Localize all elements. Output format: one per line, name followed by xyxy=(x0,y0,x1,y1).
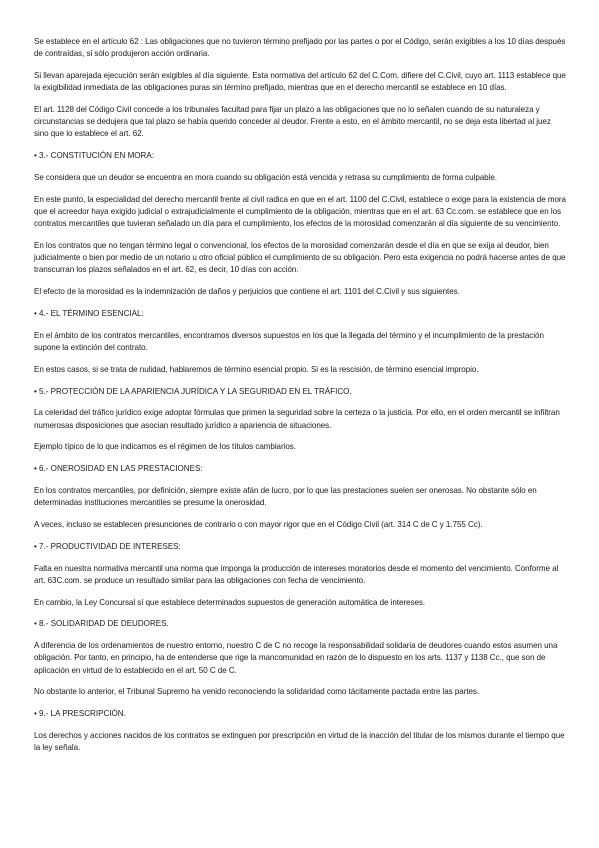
section-heading: • 5.- PROTECCIÓN DE LA APARIENCIA JURÍDICA Y LA SEGURIDAD EN EL TRÁFICO. xyxy=(34,386,352,396)
paragraph: En los contratos mercantiles, por definición, siempre existe afán de lucro, por lo que las prestaciones suelen ser onerosas. No obstante sólo en determinadas instituciones mercantiles se presume la onerosidad. xyxy=(34,485,537,508)
section-heading: • 8.- SOLIDARIDAD DE DEUDORES. xyxy=(34,619,169,629)
paragraph: En este punto, la especialidad del derecho mercantil frente al civil radica en que en el art. 1100 del C.Civil, establece o exige para la existencia de mora que el acreedor haya exigido judicial o extrajudicialmente el cumplimiento de la obligación, mientras que en el art. 63 Cc.com. se establece que en los contratos mercantiles que tuvieran señalado un día para el cumplimiento, los efectos de la morosidad comenzarán al día siguiente de su vencimiento. xyxy=(34,194,566,229)
paragraph: No obstante lo anterior, el Tribunal Supremo ha venido reconociendo la solidaridad como tácitamente pactada entre las partes. xyxy=(34,687,480,697)
section-heading: • 4.- EL TÉRMINO ESENCIAL: xyxy=(34,309,144,318)
paragraph: Se considera que un deudor se encuentra en mora cuando su obligación está vencida y retrasa su cumplimiento de forma culpable. xyxy=(34,173,497,182)
paragraph: Ejemplo típico de lo que indicamos es el régimen de los títulos cambiarios. xyxy=(34,442,296,452)
paragraph: Se establece en el artículo 62 : Las obligaciones que no tuvieron término prefijado por las partes o por el Código, serán exigibles a los 10 días después de contraídas, si sólo produjeron acción ordinaria. xyxy=(34,37,566,59)
paragraph: Los derechos y acciones nacidos de los contratos se extinguen por prescripción en virtud de la inacción del titular de los mismos durante el tiempo que la ley señala. xyxy=(34,730,565,753)
paragraph: Si llevan aparejada ejecución serán exigibles al día siguiente. Esta normativa del artículo 62 del C.Com. difiere del C.Civil, cuyo art. 1113 establece que la exigibilidad inmediata de las obligaciones puras sin término prefijado, mientras que en el derecho mercantil se establece en 10 días. xyxy=(34,71,566,93)
section-heading: • 9.- LA PRESCRIPCIÓN. xyxy=(34,709,126,719)
section-heading: • 7.- PRODUCTIVIDAD DE INTERESES: xyxy=(34,541,181,551)
paragraph: El efecto de la morosidad es la indemnización de daños y perjuicios que contiene el art. 1101 del C.Civil y sus siguientes. xyxy=(34,287,460,297)
paragraph: En cambio, la Ley Concursal sí que establece determinados supuestos de generación automática de intereses. xyxy=(34,597,426,607)
paragraph: En estos casos, si se trata de nulidad, hablaremos de término esencial propio. Si es la rescisión, de término esencial impropio. xyxy=(34,364,479,374)
document-page xyxy=(34,36,566,764)
paragraph: La celeridad del tráfico jurídico exige adoptar fórmulas que primen la seguridad sobre la certeza o la justicia. Por ello, en el orden mercantil se infiltran numerosas disposiciones que asocian resultado jurídico a apariencia de situaciones. xyxy=(34,408,560,430)
paragraph: En los contratos que no tengan término legal o convencional, los efectos de la morosidad comenzarán desde el día en que se exija al deudor, bien judicialmente o bien por medio de un notario u otro oficial público el cumplimiento de su obligación. Pero esta exigencia no podrá hacerse antes de que transcurran los plazos señalados en el art. 62, es decir, 10 días con acción. xyxy=(34,241,566,275)
paragraph: A diferencia de los ordenamientos de nuestro entorno, nuestro C de C no recoge la responsabilidad solidaria de deudores cuando estos asumen una obligación. Por tanto, en principio, ha de entenderse que rige la mancomunidad en razón de lo dispuesto en los arts. 1137 y 1138 Cc., que son de aplicación en virtud de lo establecido en el art. 50 C de C. xyxy=(34,641,558,675)
paragraph: Falta en nuestra normativa mercantil una norma que imponga la producción de intereses moratorios desde el momento del vencimiento. Conforme al art. 63C.com. se produce un resultado similar para las obligaciones con fecha de vencimiento. xyxy=(34,563,559,585)
section-heading: • 3.- CONSTITUCIÓN EN MORA: xyxy=(34,151,154,161)
paragraph: En el ámbito de los contratos mercantiles, encontramos diversos supuestos en los que la llegada del término y el incumplimiento de la prestación supone la extinción del contrato. xyxy=(34,330,544,352)
paragraph: A veces, incluso se establecen presunciones de contrario o con mayor rigor que en el Código Civil (art. 314 C de C y 1.755 Cc). xyxy=(34,519,483,529)
section-heading: • 6.- ONEROSIDAD EN LAS PRESTACIONES: xyxy=(34,464,203,474)
paragraph: El art. 1128 del Código Civil concede a los tribunales facultad para fijar un plazo a las obligaciones que no lo señalen cuando de su naturaleza y circunstancias se dedujera que tal plazo se había querido conceder al deudor. Frente a esto, en el ámbito mercantil, no se deja esta libertad al juez sino que lo establece el art. 62. xyxy=(34,105,551,139)
